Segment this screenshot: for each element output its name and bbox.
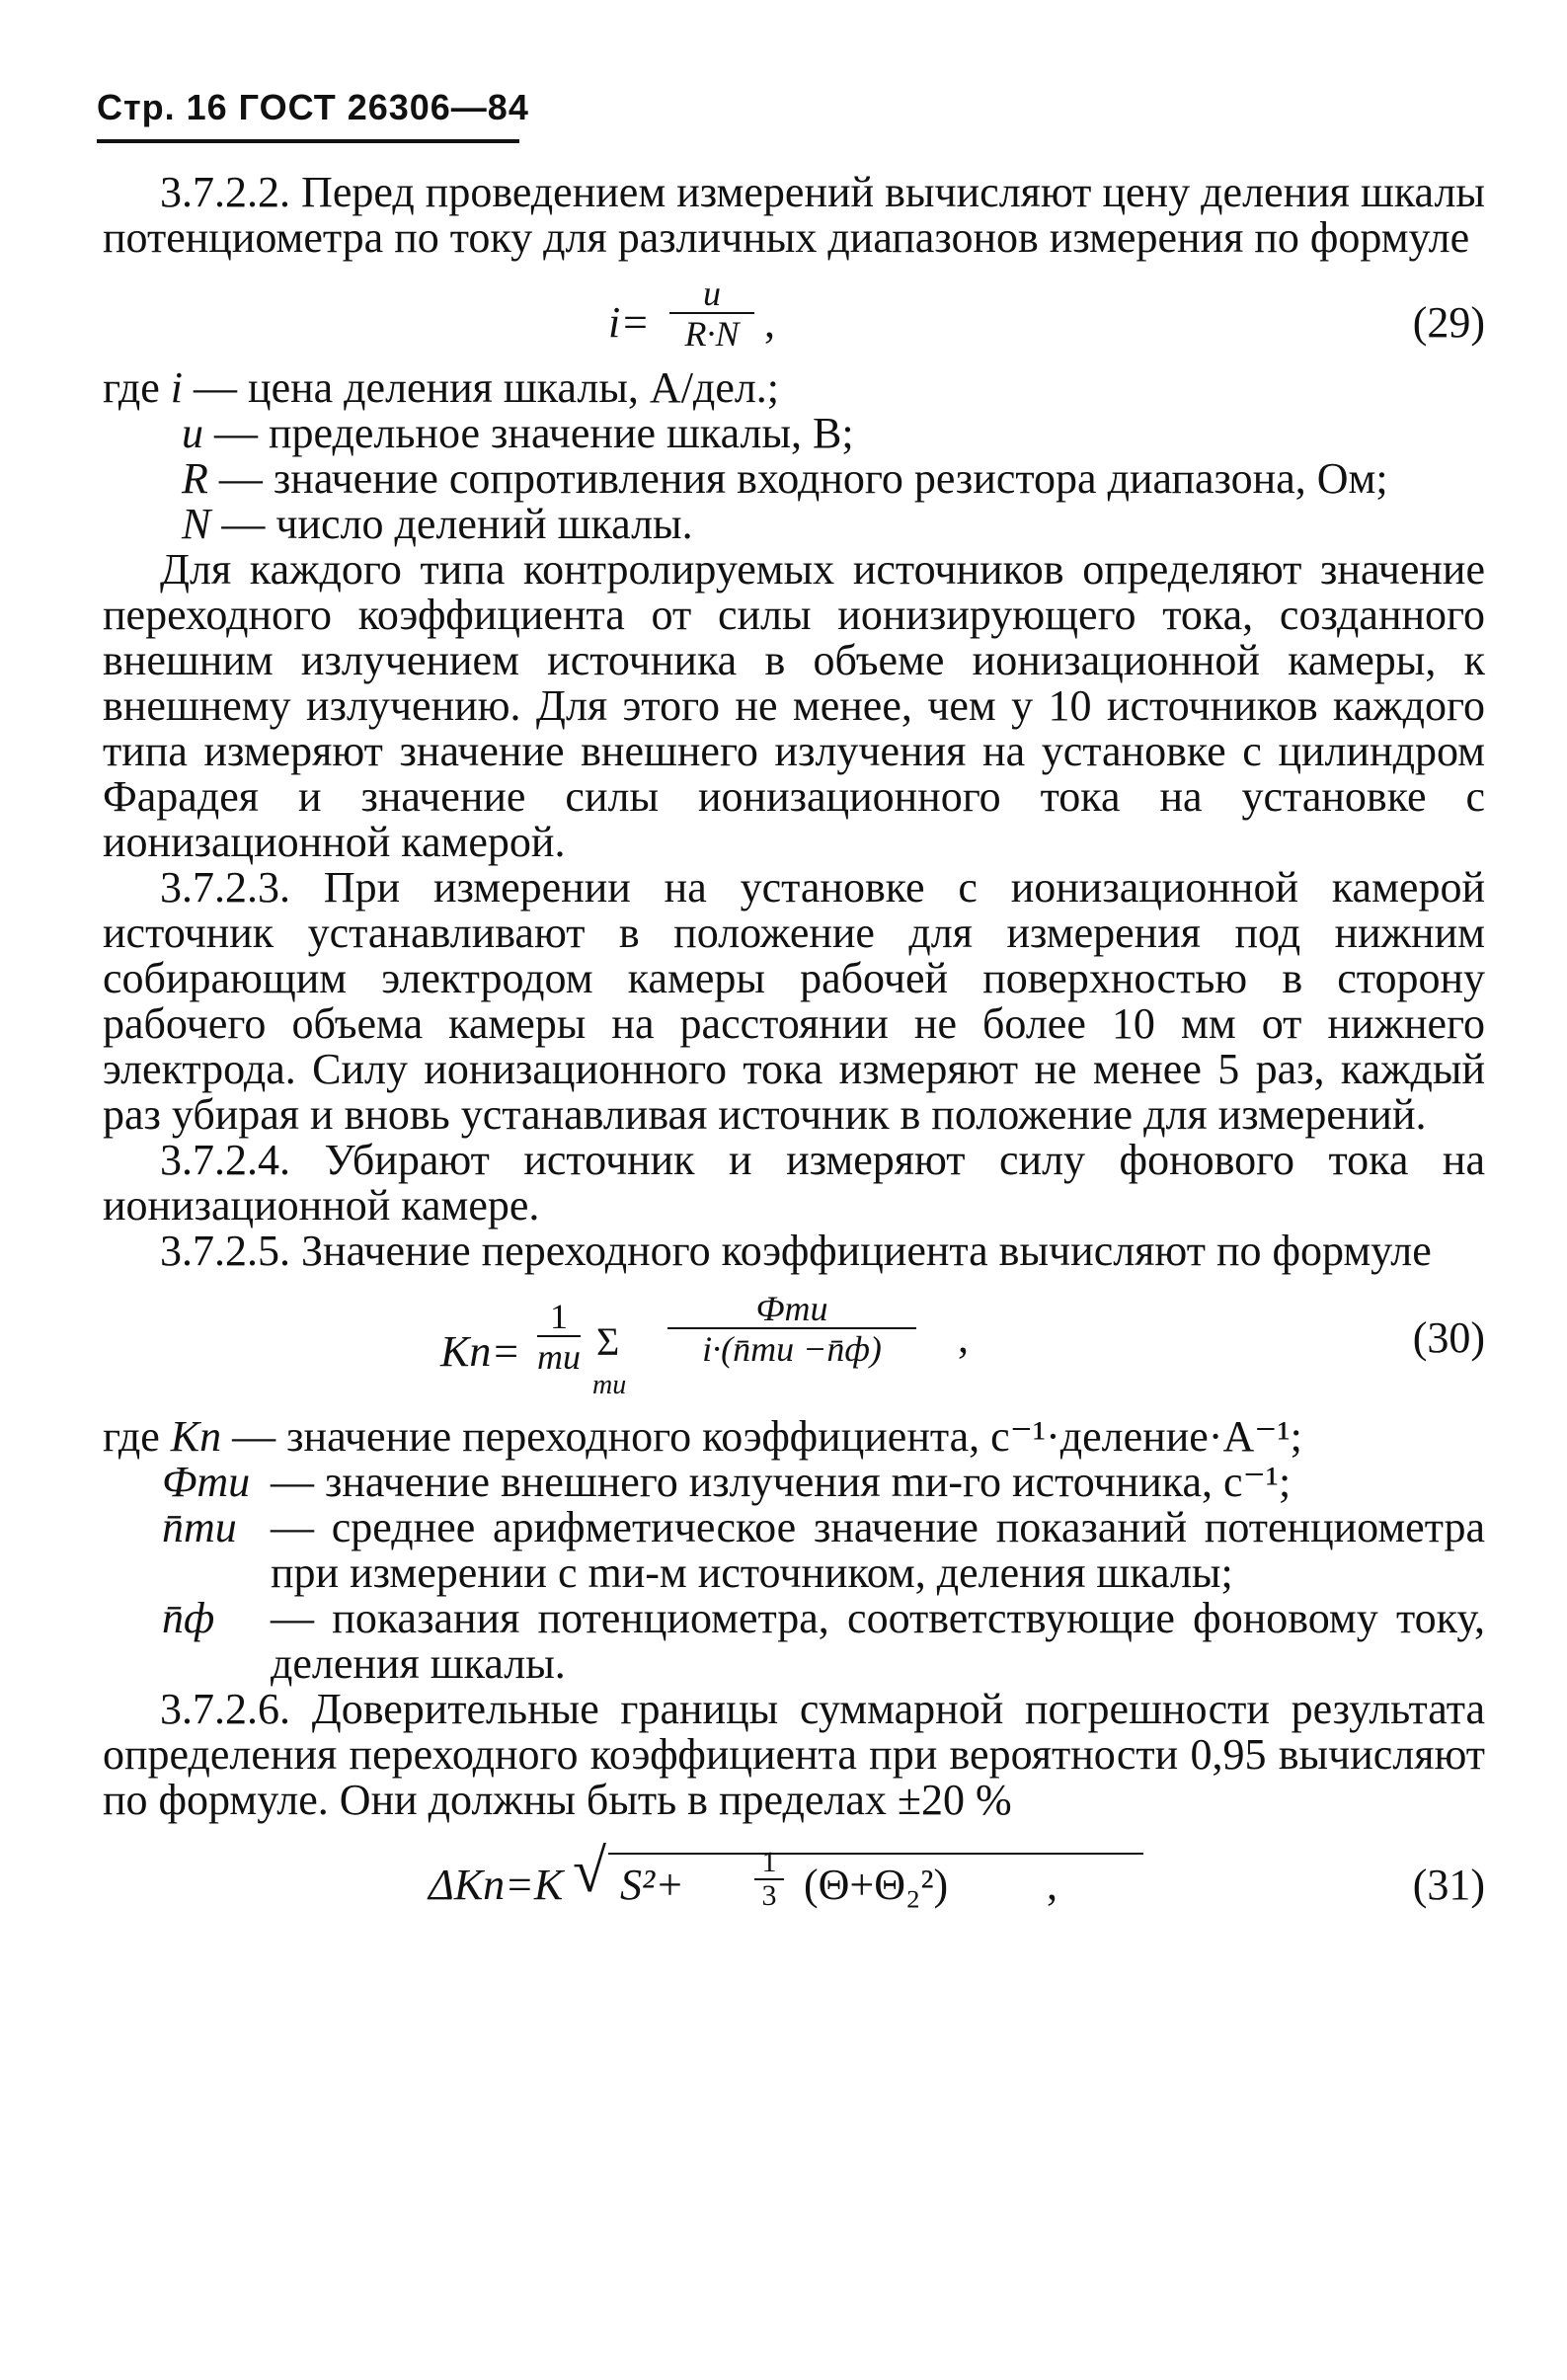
f30-sum-sign: Σ — [596, 1319, 620, 1364]
f29-tail: , — [764, 298, 775, 347]
f30-fraction-1: 1 mи — [537, 1297, 581, 1377]
f31-radicand-a: S²+ — [620, 1861, 684, 1909]
f31-fraction: 1 3 — [754, 1847, 784, 1912]
f31-lhs: ΔKп=K — [429, 1861, 564, 1909]
f31-number: (31) — [1412, 1861, 1485, 1909]
def-u: u — предельное значение шкалы, В; — [182, 409, 854, 457]
paragraph-3-7-2-5: 3.7.2.5. Значение переходного коэффициента вычисляют по формуле — [160, 1227, 1432, 1275]
f29-numerator: u — [703, 274, 721, 313]
f30-number: (30) — [1412, 1313, 1485, 1362]
formula-29 — [103, 275, 1485, 359]
f30-tail: , — [958, 1313, 969, 1362]
f30-fraction-2: Фmи i·(n̄mи −n̄ф) — [667, 1290, 916, 1369]
f29-lhs: i= — [608, 298, 650, 347]
f31-tail: , — [1047, 1861, 1058, 1909]
formula-30 — [103, 1290, 1485, 1408]
paragraph-3-7-2-3: 3.7.2.3. При измерении на установке с ионизационной камерой источник устанавливают в положение для измерения под нижним собирающим электродом камеры рабочей поверхностью в сторону рабочего объема камеры на расстоянии не более 10 мм от нижнего электрода. Силу ионизационного тока измеряют не менее 5 раз, каждый раз убирая и вновь устанавливая источник в положение для измерений. — [103, 863, 1485, 1139]
formula-31 — [103, 1838, 1485, 1930]
f29-denominator: R·N — [684, 314, 740, 354]
def-n-f: n̄ф — показания потенциометра, соответствующие фоновому току, деления шкалы. — [162, 1594, 1485, 1688]
header-rule — [97, 139, 519, 143]
definitions-29 — [103, 365, 1485, 547]
f30-sum-index: mи — [592, 1370, 627, 1400]
definitions-30 — [103, 1414, 1485, 1687]
page-header: Стр. 16 ГОСТ 26306—84 — [97, 87, 529, 127]
paragraph-3-7-2-2: 3.7.2.2. Перед проведением измерений вычисляют цену деления шкалы потенциометра по току для различных диапазонов измерения по формуле — [103, 168, 1485, 262]
radical-sign-icon: √ — [573, 1838, 607, 1905]
def-i: где i — цена деления шкалы, A/дел.; — [103, 363, 780, 412]
f29-fraction — [669, 275, 754, 354]
def-Kp: где Kп — значение переходного коэффициента, с⁻¹·деление·А⁻¹; — [103, 1412, 1302, 1461]
f29-number: (29) — [1412, 298, 1485, 347]
def-R: R — значение сопротивления входного резистора диапазона, Ом; — [182, 454, 1388, 503]
def-N: N — число делений шкалы. — [182, 500, 693, 548]
paragraph-transfer-coefficient: Для каждого типа контролируемых источников определяют значение переходного коэффициента от силы ионизирующего тока, созданного внешним излучением источника в объеме ионизационной камеры, к внешнему излучению. Для этого не менее, чем у 10 источников каждого типа измеряют значение внешнего излучения на установке с цилиндром Фарадея и значение силы ионизационного тока на установке с ионизационной камерой. — [103, 545, 1485, 866]
paragraph-3-7-2-6: 3.7.2.6. Доверительные границы суммарной погрешности результата определения переходного коэффициента при вероятности 0,95 вычисляют по формуле. Они должны быть в пределах ±20 % — [103, 1685, 1485, 1824]
f30-lhs: Kп= — [440, 1327, 521, 1376]
def-Phi: Фmи — значение внешнего излучения mи-го источника, с⁻¹; — [162, 1458, 1292, 1506]
f31-radicand-b: (Θ+Θ₂²) — [804, 1861, 949, 1909]
page-content — [103, 170, 1485, 1936]
paragraph-3-7-2-4: 3.7.2.4. Убирают источник и измеряют силу фонового тока на ионизационной камере. — [103, 1136, 1485, 1230]
def-n-mi: n̄mи — среднее арифметическое значение показаний потенциометра при измерении с mи-м источником, деления шкалы; — [162, 1503, 1485, 1597]
